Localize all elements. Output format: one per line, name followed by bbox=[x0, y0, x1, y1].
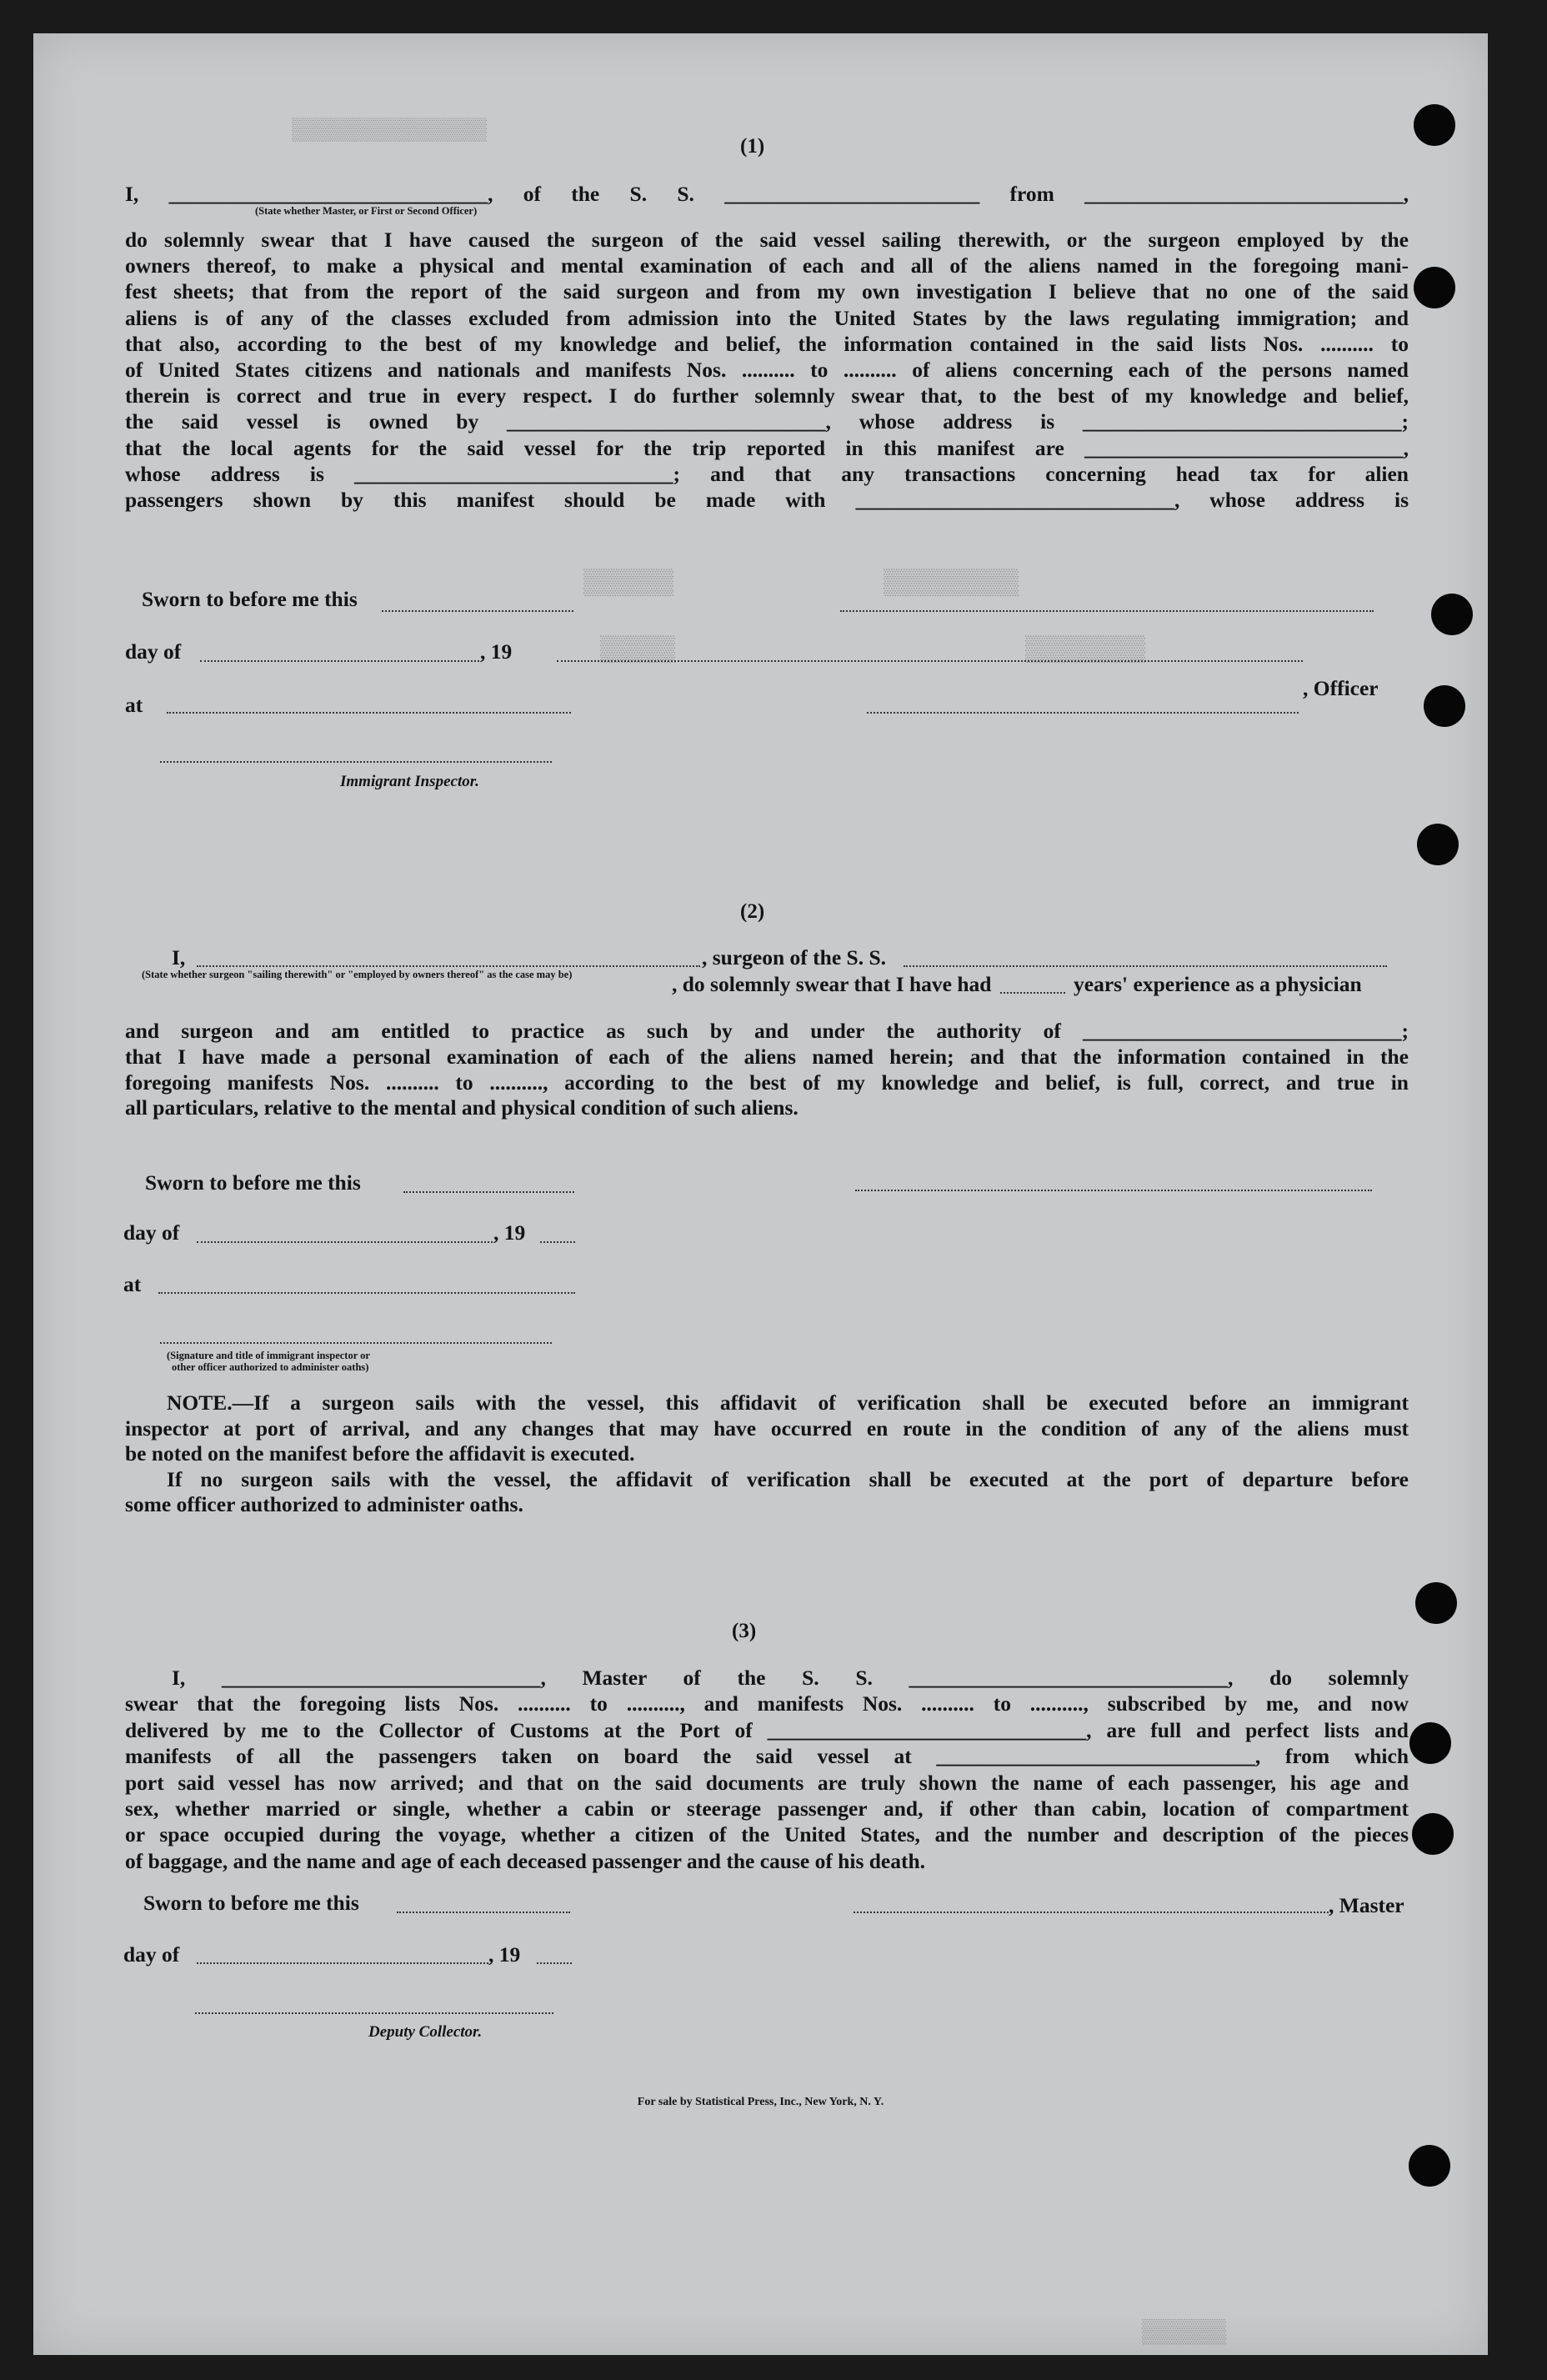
sworn-label: Sworn to before me this bbox=[142, 587, 358, 611]
officer-name-field[interactable] bbox=[867, 712, 1299, 714]
text-line: delivered by me to the Collector of Customs at the Port of ______________________________, are full and perfect lists and bbox=[125, 1717, 1409, 1742]
text-line: of baggage, and the name and age of each deceased passenger and the cause of his death. bbox=[125, 1848, 926, 1873]
text-line: all particulars, relative to the mental and physical condition of such aliens. bbox=[125, 1095, 799, 1120]
sworn-label: Sworn to before me this bbox=[143, 1891, 359, 1915]
affidavit-paragraph-master-3 bbox=[125, 1665, 1409, 1874]
officer-label: , Officer bbox=[1303, 676, 1379, 700]
day-of-field[interactable] bbox=[197, 1962, 488, 1964]
inspector-caption: Immigrant Inspector. bbox=[340, 773, 479, 790]
bleed-through-mark: ▒▒▒▒▒▒ bbox=[1142, 2317, 1226, 2343]
punch-hole bbox=[1409, 1722, 1451, 1764]
inspector-signature-line[interactable] bbox=[160, 761, 552, 763]
bleed-through-mark: ▒▒▒▒▒▒▒▒▒▒▒▒▒▒▒ bbox=[292, 117, 488, 142]
sworn-date-field[interactable] bbox=[382, 610, 573, 612]
punch-hole bbox=[1414, 104, 1455, 146]
text-line: manifests of all the passengers taken on board the said vessel at ______________________________, from which bbox=[125, 1744, 1409, 1769]
signature-caption: other officer authorized to administer oaths) bbox=[172, 1361, 369, 1373]
year-field[interactable] bbox=[540, 1241, 575, 1243]
sworn-date-field[interactable] bbox=[397, 1912, 570, 1913]
s2-years-field[interactable] bbox=[1000, 992, 1065, 994]
text-line: the said vessel is owned by ______________________________, whose address is ______________________________; bbox=[125, 409, 1409, 434]
at-label: at bbox=[125, 693, 143, 717]
bleed-through-mark: ▒▒▒▒▒▒▒▒▒ bbox=[884, 567, 1019, 595]
punch-hole bbox=[1409, 2145, 1450, 2187]
bleed-through-mark: ▒▒▒▒▒▒ bbox=[583, 567, 674, 595]
sworn-date-field[interactable] bbox=[403, 1191, 574, 1193]
punch-hole bbox=[1414, 267, 1455, 308]
field-caption: (State whether Master, or First or Second Officer) bbox=[255, 205, 478, 217]
bleed-through-mark: ▒▒▒▒▒ bbox=[600, 634, 676, 662]
text-line: passengers shown by this manifest should be made with ______________________________, whose address is bbox=[125, 488, 1409, 513]
text-line: or space occupied during the voyage, whether a citizen of the United States, and the number and description of the pieces bbox=[125, 1822, 1409, 1847]
at-field[interactable] bbox=[158, 1292, 575, 1294]
text-line: do solemnly swear that I have caused the surgeon of the said vessel sailing therewith, or the surgeon employed by the bbox=[125, 228, 1409, 252]
surgeon-signature-line[interactable] bbox=[855, 1190, 1372, 1191]
text-line: foregoing manifests Nos. .......... to .........., according to the best of my knowledge and belief, is full, correct, and true in bbox=[125, 1070, 1409, 1095]
affidavit-paragraph-surgeon bbox=[125, 1019, 1409, 1121]
text-line: therein is correct and true in every respect. I do further solemnly swear that, to the best of my knowledge and belief, bbox=[125, 383, 1409, 408]
text-line: NOTE.—If a surgeon sails with the vessel, this affidavit of verification shall be executed before an immigrant bbox=[167, 1390, 1409, 1415]
s2-name-field[interactable] bbox=[197, 965, 700, 967]
text-line: be noted on the manifest before the affidavit is executed. bbox=[125, 1441, 635, 1466]
s2-years-label: years' experience as a physician bbox=[1074, 972, 1362, 996]
text-line: aliens is of any of the classes excluded from admission into the United States by the laws regulating immigration; and bbox=[125, 305, 1409, 330]
day-of-label: day of bbox=[123, 1942, 180, 1967]
punch-hole bbox=[1424, 685, 1465, 727]
signature-caption: (Signature and title of immigrant inspector or bbox=[167, 1350, 370, 1361]
year-label: , 19 bbox=[488, 1942, 521, 1967]
collector-signature-line[interactable] bbox=[195, 2012, 553, 2014]
day-of-field[interactable] bbox=[197, 1241, 493, 1243]
day-of-field[interactable] bbox=[200, 660, 479, 662]
s2-surgeon-label: , surgeon of the S. S. bbox=[702, 945, 887, 970]
punch-hole bbox=[1412, 1813, 1454, 1855]
s2-swear-label: , do solemnly swear that I have had bbox=[672, 972, 992, 996]
text-line: of United States citizens and nationals and manifests Nos. .......... to .......... of aliens concerning each of the persons named bbox=[125, 358, 1409, 383]
affidavit-paragraph-master bbox=[125, 182, 1409, 208]
text-line: swear that the foregoing lists Nos. .......... to .........., and manifests Nos. .......... to .........., subscribed by me, and now bbox=[125, 1691, 1409, 1716]
note-paragraph bbox=[125, 1390, 1409, 1518]
master-signature-line[interactable] bbox=[854, 1912, 1329, 1913]
affidavit-paragraph-master-body bbox=[125, 227, 1409, 513]
text-line: I, ______________________________, of the S. S. ________________________ from ______________________________, bbox=[125, 182, 1409, 206]
at-field[interactable] bbox=[167, 712, 571, 714]
master-label: , Master bbox=[1329, 1893, 1404, 1917]
punch-hole bbox=[1417, 824, 1459, 865]
section-number: (3) bbox=[732, 1620, 757, 1642]
section-number: (1) bbox=[740, 135, 765, 158]
text-line: port said vessel has now arrived; and that on the said documents are truly shown the name of each passenger, his age and bbox=[125, 1770, 1409, 1795]
officer-signature-line[interactable] bbox=[557, 660, 1303, 662]
text-line: and surgeon and am entitled to practice as such by and under the authority of ______________________________; bbox=[125, 1019, 1409, 1043]
text-line: I, ______________________________, Master of the S. S. ______________________________, do solemnly bbox=[172, 1666, 1409, 1690]
collector-caption: Deputy Collector. bbox=[368, 2023, 483, 2041]
inspector-signature-line[interactable] bbox=[160, 1342, 552, 1344]
manifest-affidavit-page bbox=[33, 33, 1488, 2355]
text-line: inspector at port of arrival, and any changes that may have occurred en route in the condition of any of the aliens must bbox=[125, 1415, 1409, 1441]
sworn-label: Sworn to before me this bbox=[145, 1170, 361, 1195]
text-line: that the local agents for the said vessel for the trip reported in this manifest are ______________________________, bbox=[125, 435, 1409, 460]
s2-i-label: I, bbox=[172, 945, 186, 970]
day-of-label: day of bbox=[123, 1220, 180, 1245]
text-line: If no surgeon sails with the vessel, the affidavit of verification shall be executed at the port of departure before bbox=[167, 1466, 1409, 1491]
text-line: whose address is ______________________________; and that any transactions concerning head tax for alien bbox=[125, 461, 1409, 486]
text-line: fest sheets; that from the report of the said surgeon and from my own investigation I believe that no one of the said bbox=[125, 279, 1409, 304]
text-line: some officer authorized to administer oaths. bbox=[125, 1492, 523, 1516]
punch-hole bbox=[1415, 1582, 1457, 1624]
punch-hole bbox=[1431, 594, 1473, 635]
s2-vessel-field[interactable] bbox=[904, 965, 1387, 967]
text-line: that I have made a personal examination of each of the aliens named herein; and that the information contained in the bbox=[125, 1044, 1409, 1069]
year-label: , 19 bbox=[480, 639, 513, 664]
day-of-label: day of bbox=[125, 639, 182, 664]
field-caption: (State whether surgeon "sailing therewith" or "employed by owners thereof" as the case may be) bbox=[142, 969, 573, 980]
section-number: (2) bbox=[740, 900, 765, 923]
text-line: owners thereof, to make a physical and mental examination of each and all of the aliens named in the foregoing mani- bbox=[125, 253, 1409, 278]
year-field[interactable] bbox=[537, 1962, 572, 1964]
at-label: at bbox=[123, 1272, 142, 1296]
officer-signature-line-top[interactable] bbox=[840, 610, 1374, 612]
text-line: that also, according to the best of my knowledge and belief, the information contained in the said lists Nos. .......... to bbox=[125, 331, 1409, 356]
year-label: , 19 bbox=[493, 1220, 526, 1245]
printer-imprint: For sale by Statistical Press, Inc., New York, N. Y. bbox=[637, 2096, 884, 2108]
text-line: sex, whether married or single, whether a cabin or steerage passenger and, if other than cabin, location of compartment bbox=[125, 1796, 1409, 1821]
bleed-through-mark: ▒▒▒▒▒▒▒▒ bbox=[1025, 634, 1146, 662]
